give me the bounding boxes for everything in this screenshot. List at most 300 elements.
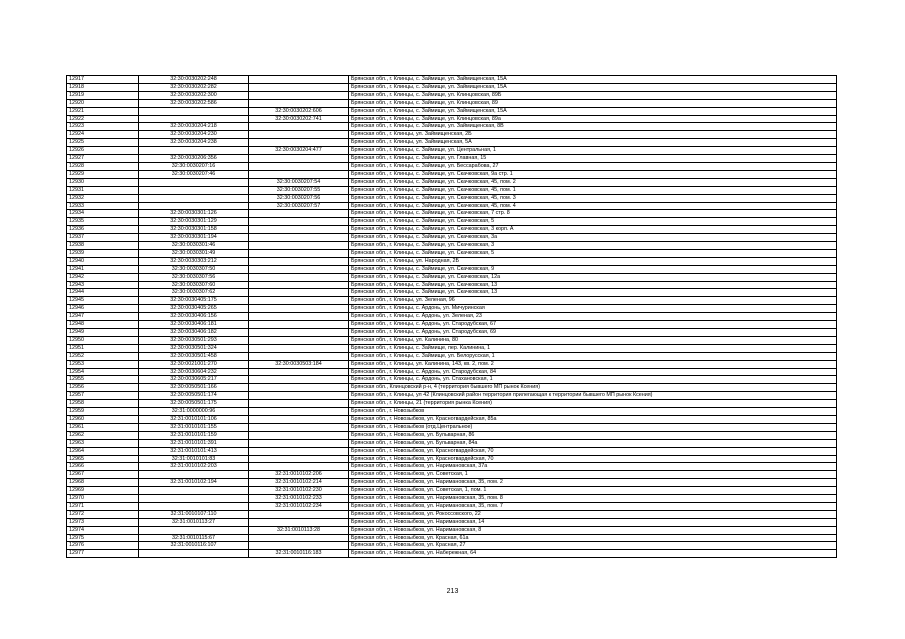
table-row [67,107,837,115]
address-cell: Брянская обл., г. Новозыбков (отд.Центральное) [349,423,837,431]
table-row [67,226,837,234]
building-cadastral-number-cell [249,463,349,471]
address-cell: Брянская обл., г. Клинцы, ул 42 (Клинцовский район территория прилегающая к территории бывшего МП рынок Ксения) [349,392,837,400]
row-number-cell: 12932 [67,194,139,202]
building-cadastral-number-cell: 32:30:0030202:606 [249,107,349,115]
table-row [67,91,837,99]
table-row [67,439,837,447]
row-number-cell: 12965 [67,455,139,463]
building-cadastral-number-cell [249,510,349,518]
building-cadastral-number-cell [249,439,349,447]
cadastral-number-cell [139,147,249,155]
building-cadastral-number-cell [249,518,349,526]
address-cell: Брянская обл., г. Клинцы, ул. Займищенская, 5А [349,139,837,147]
cadastral-number-cell: 32:30:0030604:232 [139,368,249,376]
building-cadastral-number-cell: 32:30:0030207:54 [249,178,349,186]
address-cell: Брянская обл., г. Клинцы, 21 (территория рынка Ксения) [349,400,837,408]
row-number-cell: 12922 [67,115,139,123]
row-number-cell: 12966 [67,463,139,471]
row-number-cell: 12923 [67,123,139,131]
cadastral-number-cell [139,115,249,123]
cadastral-number-cell: 32:30:0030307:56 [139,273,249,281]
table-row [67,455,837,463]
table-row [67,463,837,471]
row-number-cell: 12972 [67,510,139,518]
address-cell: Брянская обл., г. Клинцы, с. Займище, ул. Займищенская, 15А [349,107,837,115]
cadastral-number-cell: 32:31:0010102:203 [139,463,249,471]
cadastral-number-cell: 32:30:0030307:60 [139,281,249,289]
building-cadastral-number-cell [249,534,349,542]
cadastral-number-cell: 32:31:0010101:413 [139,447,249,455]
building-cadastral-number-cell [249,321,349,329]
table-row [67,510,837,518]
address-cell: Брянская обл., г. Клинцы, с. Займище, ул. Скачковская, 3 корп. А [349,226,837,234]
row-number-cell: 12947 [67,313,139,321]
table-row [67,289,837,297]
building-cadastral-number-cell: 32:31:0010102:230 [249,487,349,495]
building-cadastral-number-cell [249,352,349,360]
row-number-cell: 12919 [67,91,139,99]
cadastral-number-cell: 32:30:0030202:282 [139,83,249,91]
row-number-cell: 12917 [67,76,139,84]
table-row [67,518,837,526]
table-row [67,415,837,423]
table-row [67,210,837,218]
row-number-cell: 12929 [67,170,139,178]
address-cell: Брянская обл., г. Клинцы, ул. Калинина, 143, кв. 2, пом. 2 [349,360,837,368]
table-row [67,131,837,139]
address-cell: Брянская обл., г. Клинцы, ул. Займищенская, 2Б [349,131,837,139]
cadastral-number-cell [139,471,249,479]
address-cell: Брянская обл., г. Клинцы, с. Ардонь, ул. Стахановская, 1 [349,376,837,384]
cadastral-number-cell: 32:30:0050501:166 [139,384,249,392]
cadastral-number-cell: 32:31:0010113:27 [139,518,249,526]
table-row [67,202,837,210]
table-row [67,281,837,289]
address-cell: Брянская обл., г. Клинцы, с. Займище, ул. Скачковская, 9а стр. 1 [349,170,837,178]
address-cell: Брянская обл., г. Клинцы, с. Займище, ул. Клинцовская, 89Б [349,91,837,99]
address-cell: Брянская обл., г. Клинцы, с. Займище, ул. Скачковская, 13 [349,281,837,289]
table-row [67,479,837,487]
table-row [67,218,837,226]
address-cell: Брянская обл., г. Клинцы, с. Займище, ул. Белорусская, 1 [349,352,837,360]
table-row [67,423,837,431]
table-row [67,542,837,550]
cadastral-number-cell: 32:30:0030405:265 [139,305,249,313]
address-cell: Брянская обл., г. Клинцы, ул. Зеленая, 96 [349,297,837,305]
building-cadastral-number-cell [249,83,349,91]
cadastral-number-cell: 32:30:0030303:212 [139,257,249,265]
building-cadastral-number-cell [249,447,349,455]
table-row [67,139,837,147]
building-cadastral-number-cell [249,336,349,344]
address-cell: Брянская обл., г. Клинцы, с. Ардонь, ул. Мичуринская [349,305,837,313]
row-number-cell: 12934 [67,210,139,218]
cadastral-number-cell [139,186,249,194]
cadastral-number-cell: 32:30:0030301:46 [139,242,249,250]
row-number-cell: 12924 [67,131,139,139]
table-row [67,83,837,91]
row-number-cell: 12954 [67,368,139,376]
address-cell: Брянская обл., г. Новозыбков, ул. Набережная, 64 [349,550,837,558]
table-row [67,550,837,558]
building-cadastral-number-cell [249,257,349,265]
address-cell: Брянская обл., г. Новозыбков, ул. Наримановская, 35, пом. 8 [349,495,837,503]
building-cadastral-number-cell: 32:31:0010113:28 [249,526,349,534]
table-body [67,76,837,558]
building-cadastral-number-cell [249,210,349,218]
cadastral-number-cell: 32:30:0030307:62 [139,289,249,297]
address-cell: Брянская обл., г. Новозыбков [349,408,837,416]
cadastral-number-cell [139,495,249,503]
building-cadastral-number-cell: 32:31:0010102:206 [249,471,349,479]
row-number-cell: 12928 [67,162,139,170]
table-row [67,234,837,242]
building-cadastral-number-cell: 32:30:0030204:477 [249,147,349,155]
cadastral-number-cell: 32:31:0010101:106 [139,415,249,423]
building-cadastral-number-cell [249,455,349,463]
address-cell: Брянская обл., г. Клинцы, с. Займище, ул. Скачковская, 45, пом. 1 [349,186,837,194]
row-number-cell: 12968 [67,479,139,487]
cadastral-number-cell: 32:31:0010101:155 [139,423,249,431]
row-number-cell: 12952 [67,352,139,360]
table-row [67,257,837,265]
cadastral-number-cell: 32:30:0021001:270 [139,360,249,368]
property-register-table [66,75,837,558]
row-number-cell: 12955 [67,376,139,384]
cadastral-number-cell: 32:30:0030406:181 [139,321,249,329]
table-row [67,242,837,250]
table-row [67,186,837,194]
table-row [67,123,837,131]
row-number-cell: 12971 [67,502,139,510]
table-row [67,352,837,360]
cadastral-number-cell: 32:30:0030605:217 [139,376,249,384]
row-number-cell: 12937 [67,234,139,242]
cadastral-number-cell: 32:31:0010101:159 [139,431,249,439]
address-cell: Брянская обл., г. Новозыбков, ул. Бульварная, 86 [349,431,837,439]
address-cell: Брянская обл., г. Новозыбков, ул. Рокоссовского, 22 [349,510,837,518]
building-cadastral-number-cell [249,76,349,84]
cadastral-number-cell: 32:30:0030307:50 [139,265,249,273]
table-row [67,368,837,376]
page-number: 213 [446,588,459,595]
address-cell: Брянская обл., г. Новозыбков, ул. Красногвардейская, 85а [349,415,837,423]
address-cell: Брянская обл., г. Клинцы, с. Займище, ул. Скачковская, 5 [349,218,837,226]
building-cadastral-number-cell [249,91,349,99]
table-row [67,76,837,84]
row-number-cell: 12944 [67,289,139,297]
building-cadastral-number-cell: 32:31:0010102:214 [249,479,349,487]
row-number-cell: 12951 [67,344,139,352]
building-cadastral-number-cell [249,155,349,163]
address-cell: Брянская обл., г. Клинцы, с. Ардонь, ул. Зеленая, 23 [349,313,837,321]
building-cadastral-number-cell: 32:31:0010116:183 [249,550,349,558]
address-cell: Брянская обл., г. Новозыбков, ул. Наримановская, 35, пом. 7 [349,502,837,510]
cadastral-number-cell: 32:30:0030301:158 [139,226,249,234]
address-cell: Брянская обл., г. Клинцы, с. Займище, ул. Клинцовская, 89 [349,99,837,107]
address-cell: Брянская обл., г. Клинцы, с. Займище, ул. Скачковская, 45, пом. 4 [349,202,837,210]
row-number-cell: 12925 [67,139,139,147]
row-number-cell: 12963 [67,439,139,447]
building-cadastral-number-cell [249,408,349,416]
building-cadastral-number-cell: 32:30:0030207:56 [249,194,349,202]
building-cadastral-number-cell [249,368,349,376]
row-number-cell: 12964 [67,447,139,455]
table-row [67,360,837,368]
row-number-cell: 12962 [67,431,139,439]
address-cell: Брянская обл., г. Клинцы, с. Займище, ул. Займищенская, 15А [349,76,837,84]
row-number-cell: 12973 [67,518,139,526]
cadastral-number-cell [139,550,249,558]
cadastral-number-cell: 32:31:0010116:107 [139,542,249,550]
cadastral-number-cell: 32:30:0030207:16 [139,162,249,170]
row-number-cell: 12935 [67,218,139,226]
address-cell: Брянская обл., г. Новозыбков, ул. Наримановская, 35, пом. 2 [349,479,837,487]
row-number-cell: 12943 [67,281,139,289]
table-row [67,495,837,503]
row-number-cell: 12976 [67,542,139,550]
building-cadastral-number-cell [249,423,349,431]
table-row [67,534,837,542]
table-row [67,115,837,123]
row-number-cell: 12942 [67,273,139,281]
building-cadastral-number-cell: 32:30:0030503:184 [249,360,349,368]
cadastral-number-cell [139,194,249,202]
table-row [67,408,837,416]
building-cadastral-number-cell [249,289,349,297]
address-cell: Брянская обл., г. Клинцы, с. Займище, ул. Клинцовская, 89а [349,115,837,123]
cadastral-number-cell: 32:30:0030207:46 [139,170,249,178]
table-row [67,170,837,178]
row-number-cell: 12918 [67,83,139,91]
address-cell: Брянская обл., г. Клинцы, с. Займище, ул. Займищенская, 15А [349,83,837,91]
building-cadastral-number-cell [249,305,349,313]
cadastral-number-cell: 32:30:0030204:238 [139,139,249,147]
building-cadastral-number-cell [249,344,349,352]
address-cell: Брянская обл., г. Клинцы, с. Займище, ул. Скачковская, 12а [349,273,837,281]
address-cell: Брянская обл., г. Новозыбков, ул. Красная, 27 [349,542,837,550]
row-number-cell: 12948 [67,321,139,329]
address-cell: Брянская обл., г. Клинцы, с. Ардонь, ул. Стародубская, 67 [349,321,837,329]
building-cadastral-number-cell [249,226,349,234]
cadastral-number-cell: 32:30:0030301:126 [139,210,249,218]
building-cadastral-number-cell [249,376,349,384]
building-cadastral-number-cell [249,329,349,337]
address-cell: Брянская обл., г. Клинцы, с. Займище, ул. Главная, 15 [349,155,837,163]
cadastral-number-cell: 32:30:0030202:248 [139,76,249,84]
table-row [67,155,837,163]
building-cadastral-number-cell [249,265,349,273]
cadastral-number-cell: 32:30:0030202:586 [139,99,249,107]
table-row [67,329,837,337]
row-number-cell: 12958 [67,400,139,408]
table-row [67,336,837,344]
row-number-cell: 12940 [67,257,139,265]
cadastral-number-cell: 32:30:0030406:156 [139,313,249,321]
building-cadastral-number-cell [249,242,349,250]
address-cell: Брянская обл., г. Клинцы, ул. Народная, 2Б [349,257,837,265]
address-cell: Брянская обл., г. Клинцы, с. Ардонь, ул. Стародубская, 69 [349,329,837,337]
building-cadastral-number-cell [249,431,349,439]
table-row [67,502,837,510]
row-number-cell: 12967 [67,471,139,479]
building-cadastral-number-cell [249,218,349,226]
table-row [67,447,837,455]
row-number-cell: 12949 [67,329,139,337]
cadastral-number-cell: 32:30:0030206:356 [139,155,249,163]
address-cell: Брянская обл., г. Клинцы, с. Займище, пер. Калинина, 1 [349,344,837,352]
cadastral-number-cell: 32:31:0000000:96 [139,408,249,416]
building-cadastral-number-cell: 32:30:0030202:741 [249,115,349,123]
cadastral-number-cell [139,526,249,534]
cadastral-number-cell [139,502,249,510]
table-row [67,487,837,495]
table-row [67,178,837,186]
cadastral-number-cell: 32:31:0010107:110 [139,510,249,518]
cadastral-number-cell: 32:30:0030202:300 [139,91,249,99]
table-row [67,313,837,321]
cadastral-number-cell: 32:31:0010115:67 [139,534,249,542]
address-cell: Брянская обл., г. Клинцы, с. Займище, ул. Займищенская, 8В [349,123,837,131]
building-cadastral-number-cell [249,170,349,178]
row-number-cell: 12946 [67,305,139,313]
row-number-cell: 12974 [67,526,139,534]
table-row [67,400,837,408]
cadastral-number-cell: 32:31:0010102:194 [139,479,249,487]
row-number-cell: 12921 [67,107,139,115]
cadastral-number-cell: 32:30:0030501:293 [139,336,249,344]
table-row [67,249,837,257]
row-number-cell: 12936 [67,226,139,234]
building-cadastral-number-cell [249,99,349,107]
address-cell: Брянская обл., г. Клинцы, с. Займище, ул. Скачковская, 7 стр. 8 [349,210,837,218]
row-number-cell: 12926 [67,147,139,155]
address-cell: Брянская обл., Клинцовский р-н, 4 (территория бывшего МП рынок Ксения) [349,384,837,392]
row-number-cell: 12945 [67,297,139,305]
building-cadastral-number-cell [249,415,349,423]
table-row [67,384,837,392]
building-cadastral-number-cell [249,392,349,400]
row-number-cell: 12927 [67,155,139,163]
address-cell: Брянская обл., г. Новозыбков, ул. Наримановская, 14 [349,518,837,526]
table-row [67,431,837,439]
table-row [67,344,837,352]
building-cadastral-number-cell [249,131,349,139]
row-number-cell: 12960 [67,415,139,423]
building-cadastral-number-cell [249,273,349,281]
address-cell: Брянская обл., г. Новозыбков, ул. Наримановская, 8 [349,526,837,534]
row-number-cell: 12957 [67,392,139,400]
table-row [67,265,837,273]
address-cell: Брянская обл., г. Новозыбков, ул. Советская, 1 [349,471,837,479]
row-number-cell: 12920 [67,99,139,107]
cadastral-number-cell: 32:30:0030405:175 [139,297,249,305]
row-number-cell: 12931 [67,186,139,194]
cadastral-number-cell [139,202,249,210]
building-cadastral-number-cell [249,297,349,305]
row-number-cell: 12950 [67,336,139,344]
building-cadastral-number-cell: 32:31:0010102:233 [249,495,349,503]
cadastral-number-cell: 32:30:0030204:218 [139,123,249,131]
table-row [67,162,837,170]
row-number-cell: 12941 [67,265,139,273]
building-cadastral-number-cell [249,249,349,257]
address-cell: Брянская обл., г. Клинцы, с. Ардонь, ул. Стародубская, 84 [349,368,837,376]
address-cell: Брянская обл., г. Новозыбков, ул. Красногвардейская, 70 [349,455,837,463]
address-cell: Брянская обл., г. Клинцы, с. Займище, ул. Скачковская, 9 [349,265,837,273]
cadastral-number-cell: 32:30:0030301:129 [139,218,249,226]
address-cell: Брянская обл., г. Клинцы, с. Займище, ул. Скачковская, 13 [349,289,837,297]
building-cadastral-number-cell [249,384,349,392]
building-cadastral-number-cell [249,281,349,289]
row-number-cell: 12956 [67,384,139,392]
cadastral-number-cell: 32:30:0030301:194 [139,234,249,242]
building-cadastral-number-cell [249,234,349,242]
row-number-cell: 12933 [67,202,139,210]
row-number-cell: 12930 [67,178,139,186]
building-cadastral-number-cell [249,123,349,131]
cadastral-number-cell: 32:30:0030406:182 [139,329,249,337]
cadastral-number-cell [139,178,249,186]
table-row [67,194,837,202]
cadastral-number-cell [139,487,249,495]
table-row [67,147,837,155]
address-cell: Брянская обл., г. Клинцы, с. Займище, ул. Скачковская, 3а [349,234,837,242]
building-cadastral-number-cell: 32:31:0010102:234 [249,502,349,510]
building-cadastral-number-cell: 32:30:0030207:55 [249,186,349,194]
cadastral-number-cell [139,107,249,115]
table-row [67,376,837,384]
address-cell: Брянская обл., г. Новозыбков, ул. Наримановская, 37а [349,463,837,471]
building-cadastral-number-cell [249,542,349,550]
cadastral-number-cell: 32:30:0050501:175 [139,400,249,408]
address-cell: Брянская обл., г. Клинцы, с. Займище, ул. Скачковская, 45, пом. 3 [349,194,837,202]
cadastral-number-cell: 32:30:0030301:49 [139,249,249,257]
row-number-cell: 12953 [67,360,139,368]
building-cadastral-number-cell [249,139,349,147]
row-number-cell: 12970 [67,495,139,503]
row-number-cell: 12975 [67,534,139,542]
address-cell: Брянская обл., г. Клинцы, с. Займище, ул. Скачковская, 3 [349,242,837,250]
table-row [67,321,837,329]
building-cadastral-number-cell [249,400,349,408]
table-row [67,392,837,400]
building-cadastral-number-cell: 32:30:0030207:57 [249,202,349,210]
address-cell: Брянская обл., г. Новозыбков, ул. Бульварная, 84а [349,439,837,447]
row-number-cell: 12938 [67,242,139,250]
table-row [67,526,837,534]
address-cell: Брянская обл., г. Новозыбков, ул. Советская, 1, пом. 1 [349,487,837,495]
table-row [67,305,837,313]
cadastral-number-cell: 32:30:0050501:174 [139,392,249,400]
cadastral-number-cell: 32:30:0030501:324 [139,344,249,352]
table-row [67,99,837,107]
building-cadastral-number-cell [249,162,349,170]
row-number-cell: 12977 [67,550,139,558]
table-row [67,273,837,281]
row-number-cell: 12969 [67,487,139,495]
address-cell: Брянская обл., г. Клинцы, с. Займище, ул. Центральная, 1 [349,147,837,155]
cadastral-number-cell: 32:31:0010101:391 [139,439,249,447]
address-cell: Брянская обл., г. Клинцы, ул. Калинина, 80 [349,336,837,344]
address-cell: Брянская обл., г. Клинцы, с. Займище, ул. Бессарабова, 27 [349,162,837,170]
building-cadastral-number-cell [249,313,349,321]
table-row [67,471,837,479]
cadastral-number-cell: 32:31:0010101:83 [139,455,249,463]
table-row [67,297,837,305]
address-cell: Брянская обл., г. Новозыбков, ул. Красная, 61а [349,534,837,542]
